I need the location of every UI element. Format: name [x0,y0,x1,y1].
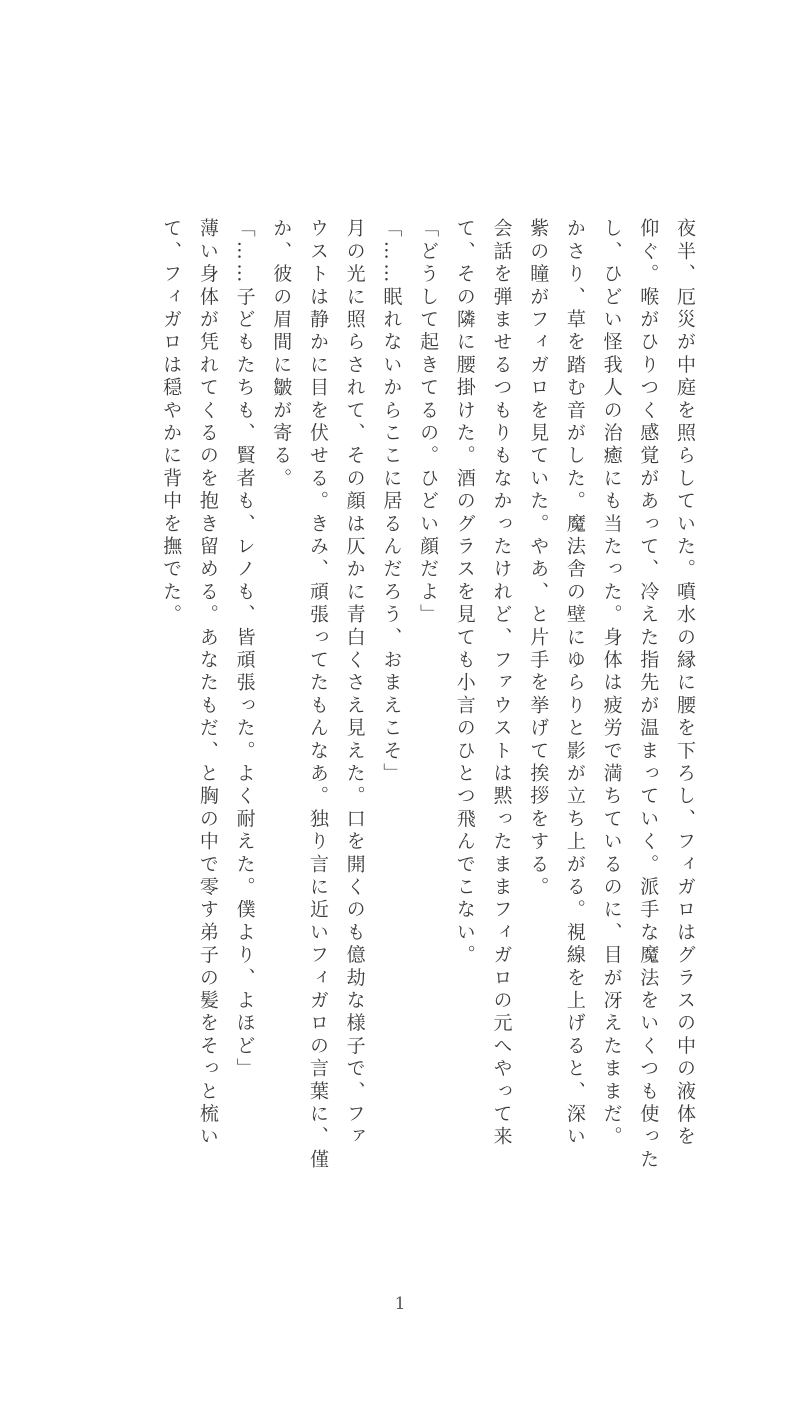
text-line: 月の光に照らされて、その顔は仄かに青白くさえ見えた。口を開くのも億劫な様子で、ファ [343,218,366,1149]
text-line: 「どうして起きてるの。ひどい顔だよ」 [417,218,440,627]
text-line: し、ひどい怪我人の治癒にも当たった。身体は疲労で満ちているのに、目が冴えたままだ。 [600,218,623,1149]
vertical-text-body [103,218,703,1188]
text-line: 薄い身体が凭れてくるのを抱き留める。あなたもだ、と胸の中で零す弟子の髪をそっと梳い [196,218,219,1149]
text-line: 「……眠れないからここに居るんだろう、おまえこそ」 [380,218,403,786]
text-line: 会話を弾ませるつもりもなかったけれど、ファウストは黙ったままフィガロの元へやって来 [490,218,513,1149]
text-line: か、彼の眉間に皺が寄る。 [270,218,293,491]
text-line: 夜半、厄災が中庭を照らしていた。噴水の縁に腰を下ろし、フィガロはグラスの中の液体を [674,218,696,1149]
text-line: ウストは静かに目を伏せる。きみ、頑張ってたもんなあ。独り言に近いフィガロの言葉に、僅 [306,218,329,1172]
text-line: かさり、草を踏む音がした。魔法舎の壁にゆらりと影が立ち上がる。視線を上げると、深い [563,218,586,1149]
text-line: 仰ぐ。喉がひりつく感覚があって、冷えた指先が温まっていく。派手な魔法をいくつも使った [637,218,660,1172]
page-number: 1 [394,1294,406,1314]
text-line: 紫の瞳がフィガロを見ていた。やあ、と片手を挙げて挨拶をする。 [527,218,550,899]
text-line: て、その隣に腰掛けた。酒のグラスを見ても小言のひとつ飛んでこない。 [453,218,476,968]
text-line: て、フィガロは穏やかに背中を撫でた。 [160,218,183,627]
text-line: 「……子どもたちも、賢者も、レノも、皆頑張った。よく耐えた。僕より、よほど」 [233,218,256,1081]
